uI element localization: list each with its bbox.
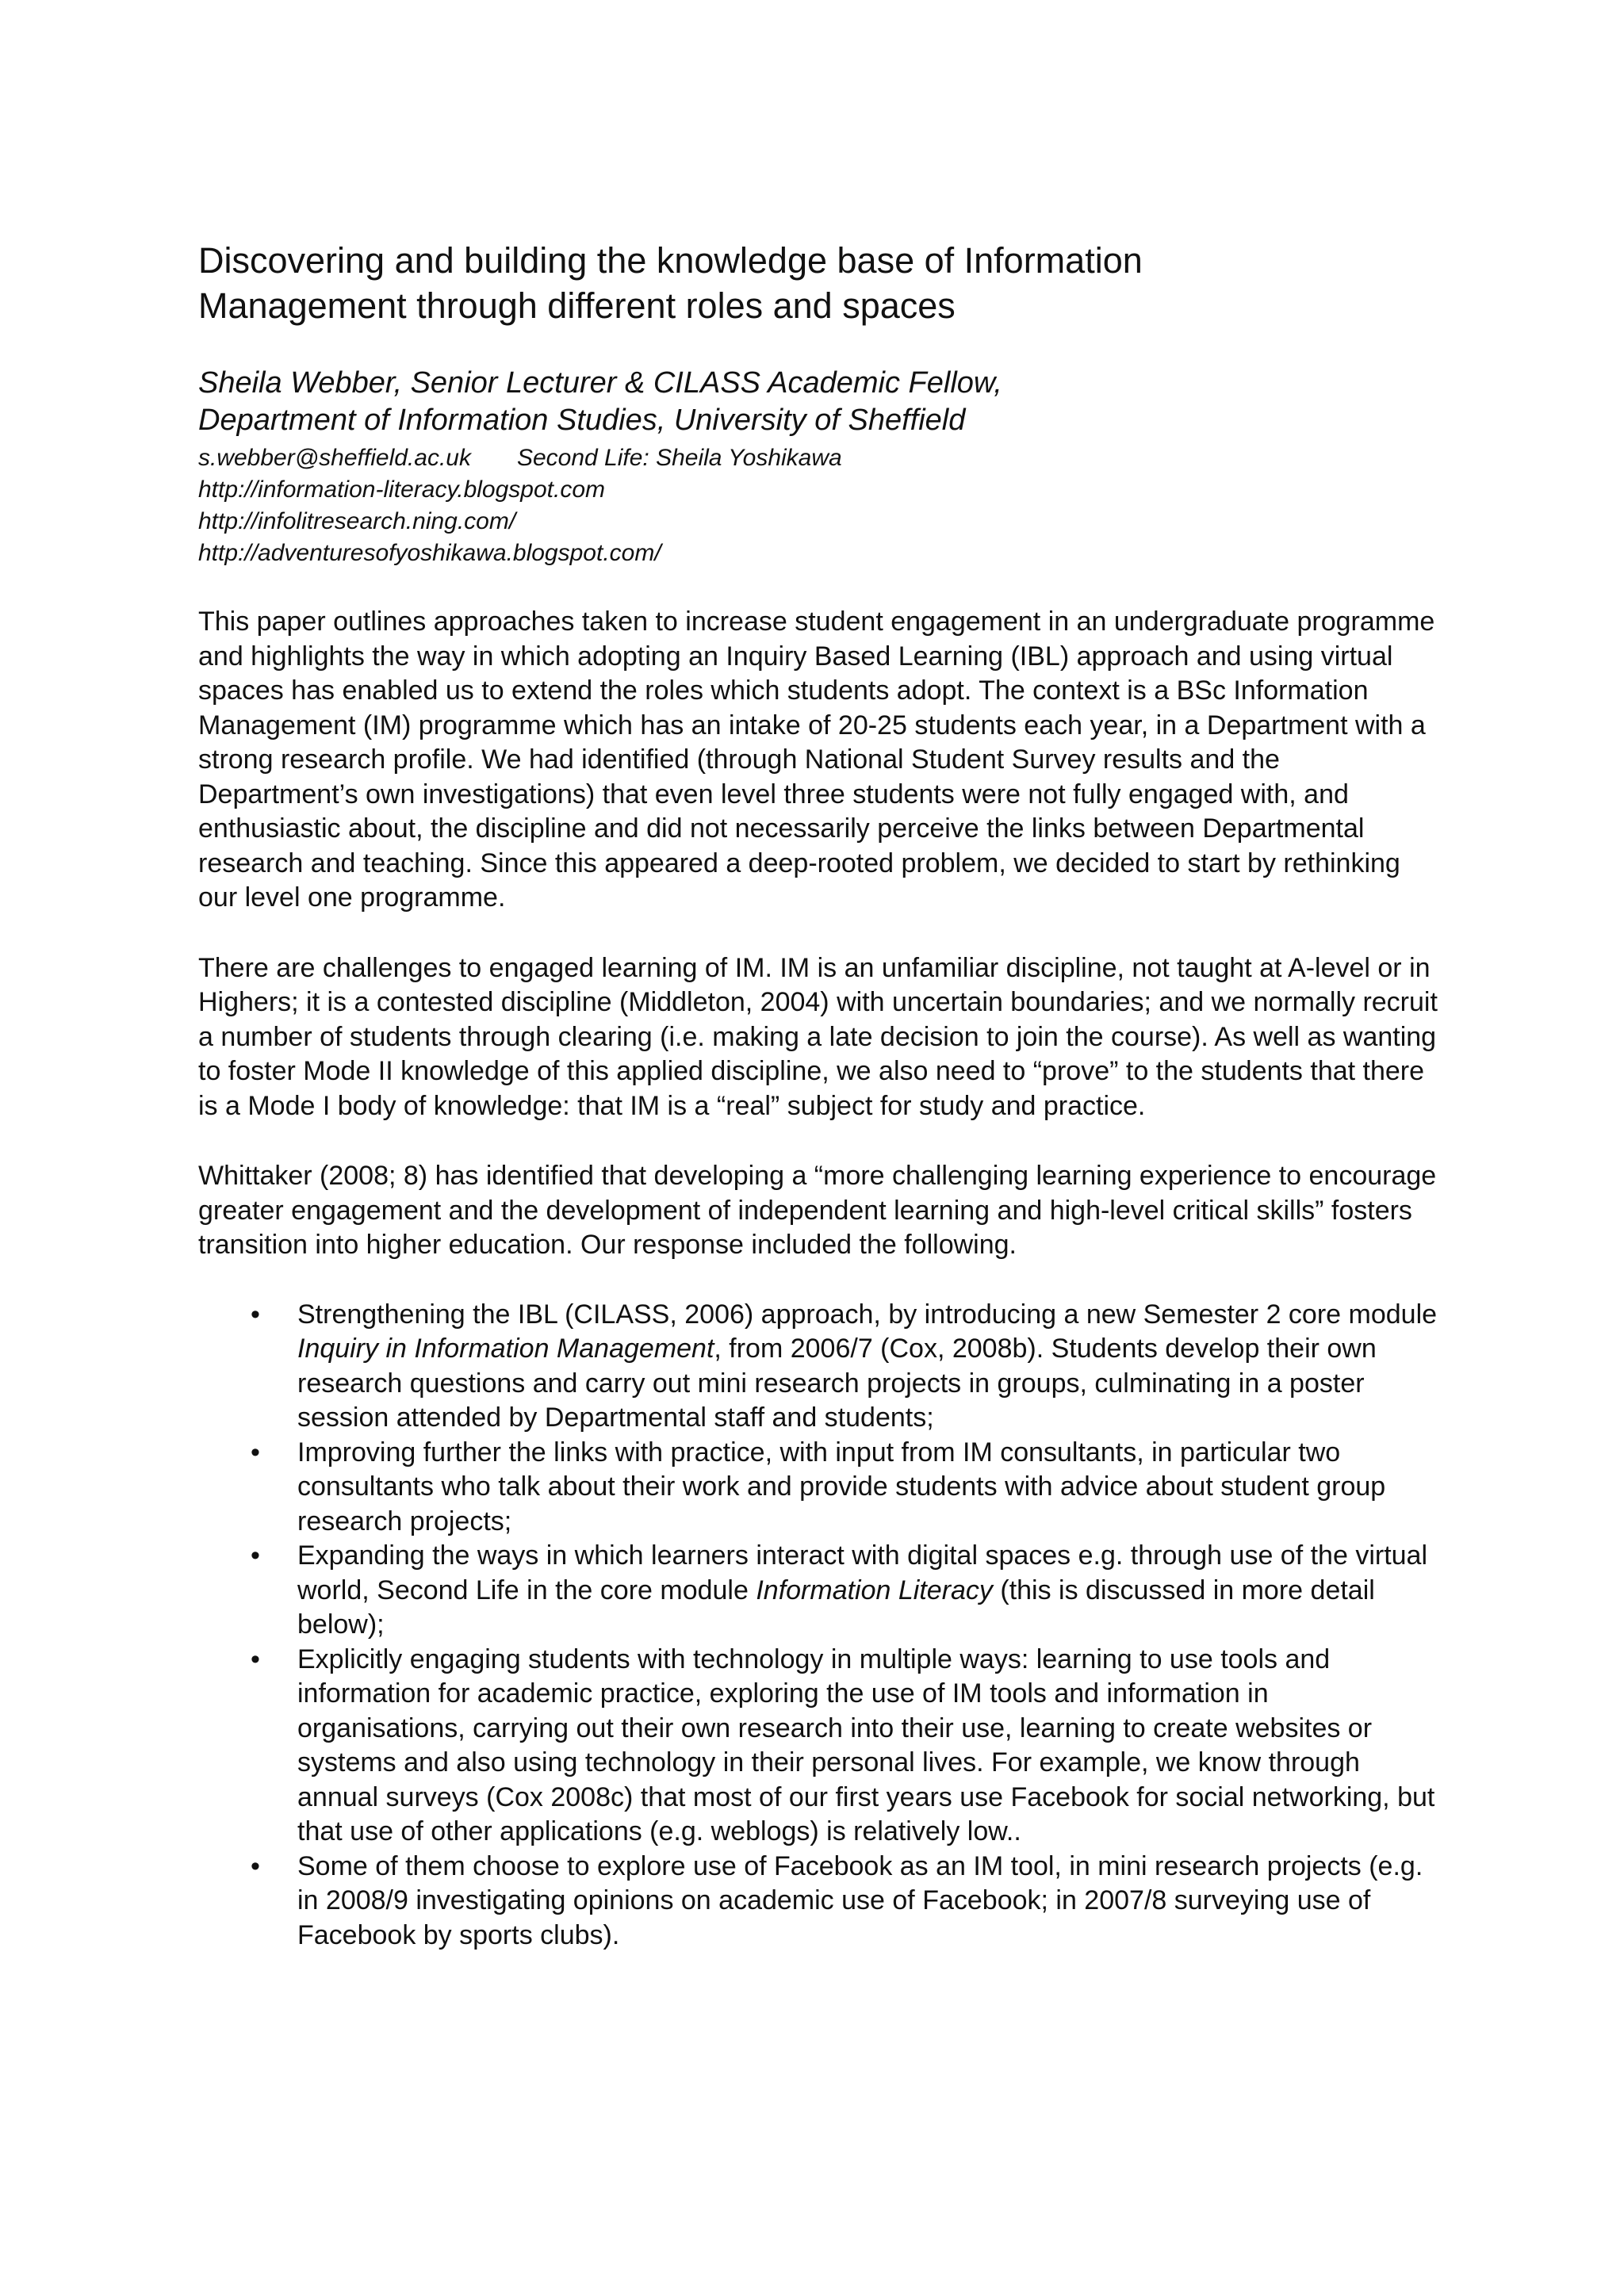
- bullet-text: Explicitly engaging students with technology in multiple ways: learning to use tools and information for academic practice, exploring the use of IM tools and information in organisations, carrying out their own research into their use, learning to create websites or systems and also using technology in their personal lives. For example, we know through annual surveys (Cox 2008c) that most of our first years use Facebook for social networking, but that use of other applications (e.g. weblogs) is relatively low..: [297, 1644, 1435, 1846]
- contact-email-row: [198, 442, 1443, 474]
- bullet-text: Strengthening the IBL (CILASS, 2006) approach, by introducing a new Semester 2 core module: [297, 1299, 1438, 1330]
- paragraph-intro: This paper outlines approaches taken to increase student engagement in an undergraduate programme and highlights the way in which adopting an Inquiry Based Learning (IBL) approach and using virtual spaces has enabled us to extend the roles which students adopt. The context is a BSc Information Management (IM) programme which has an intake of 20-25 students each year, in a Department with a strong research profile. We had identified (through National Student Survey results and the Department’s own investigations) that even level three students were not fully engaged with, and enthusiastic about, the discipline and did not necessarily perceive the links between Departmental research and teaching. Since this appeared a deep-rooted problem, we decided to start by rethinking our level one programme.: [198, 607, 1435, 913]
- title-line-2: Management through different roles and spaces: [198, 285, 956, 326]
- paragraph-challenges: There are challenges to engaged learning of IM. IM is an unfamiliar discipline, not taught at A-level or in Highers; it is a contested discipline (Middleton, 2004) with uncertain boundaries; and we normally recruit a number of students through clearing (i.e. making a late decision to join the course). As well as wanting to foster Mode II knowledge of this applied discipline, we also need to “prove” to the students that there is a Mode I body of knowledge: that IM is a “real” subject for study and practice.: [198, 952, 1438, 1121]
- contact-block: [198, 442, 1443, 569]
- author-line-1: Sheila Webber, Senior Lecturer & CILASS Academic Fellow,: [198, 366, 1002, 400]
- bullet-text-cont: (this is discussed in more detail below);: [297, 1575, 1375, 1640]
- author-block: [198, 365, 1443, 439]
- bullet-icon: •: [251, 1299, 260, 1330]
- bullet-item: [198, 1436, 1443, 1540]
- bullet-icon: •: [251, 1540, 260, 1571]
- email-link[interactable]: s.webber@sheffield.ac.uk: [198, 445, 471, 471]
- bullet-item: [198, 1850, 1443, 1954]
- yoshikawa-blog-link[interactable]: http://adventuresofyoshikawa.blogspot.com/: [198, 540, 661, 566]
- bullet-icon: •: [251, 1850, 260, 1881]
- bullet-text: Expanding the ways in which learners interact with digital spaces e.g. through use of the virtual world, Second Life in the core module: [297, 1540, 1428, 1605]
- module-title: Inquiry in Information Management: [297, 1334, 714, 1364]
- bullet-item: [198, 1298, 1443, 1436]
- module-title: Information Literacy: [756, 1575, 993, 1605]
- author-line-2: Department of Information Studies, University of Sheffield: [198, 404, 966, 437]
- document-page: [198, 238, 1443, 1953]
- ning-link[interactable]: http://infolitresearch.ning.com/: [198, 508, 516, 534]
- bullet-icon: •: [251, 1437, 260, 1468]
- bullet-item: [198, 1643, 1443, 1850]
- bullet-text: Some of them choose to explore use of Facebook as an IM tool, in mini research projects (e.g. in 2008/9 investigating opinions on academic use of Facebook; in 2007/8 surveying use of Facebook by sports clubs).: [297, 1850, 1423, 1950]
- bullet-item: [198, 1539, 1443, 1643]
- second-life-name: Second Life: Sheila Yoshikawa: [516, 445, 842, 471]
- response-bullet-list: [198, 1298, 1443, 1954]
- paragraph-response: Whittaker (2008; 8) has identified that developing a “more challenging learning experience to encourage greater engagement and the development of independent learning and high-level critical skills” fosters transition into higher education. Our response included the following.: [198, 1161, 1437, 1260]
- document-title: [198, 238, 1443, 328]
- bullet-text-cont: , from 2006/7 (Cox, 2008b). Students develop their own research questions and carry out mini research projects in groups, culminating in a poster session attended by Departmental staff and students;: [297, 1334, 1377, 1433]
- blog-link[interactable]: http://information-literacy.blogspot.com: [198, 476, 606, 503]
- title-line-1: Discovering and building the knowledge base of Information: [198, 240, 1143, 281]
- bullet-text: Improving further the links with practice, with input from IM consultants, in particular two consultants who talk about their work and provide students with advice about student group research projects;: [297, 1437, 1386, 1536]
- bullet-icon: •: [251, 1644, 260, 1674]
